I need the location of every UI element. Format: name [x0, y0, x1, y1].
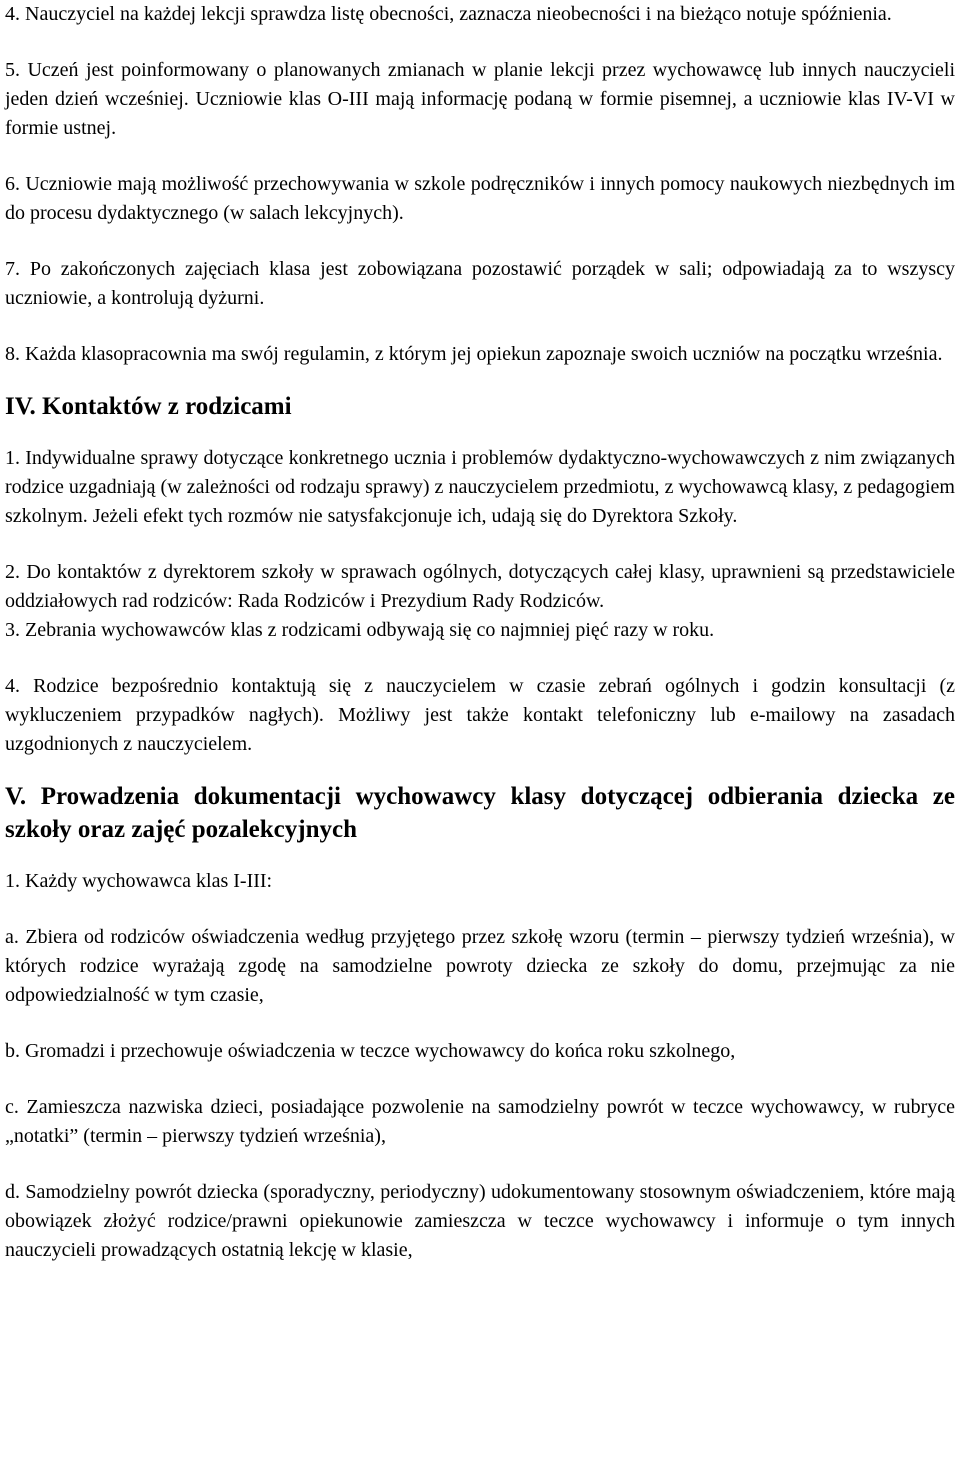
paragraph-s5-d: d. Samodzielny powrót dziecka (sporadyczny, periodyczny) udokumentowany stosownym oświadczeniem, które mają obowiązek złożyć rodzice/prawni opiekunowie zamieszcza w teczce wychowawcy i informuje o tym innych nauczycieli prowadzących ostatnią lekcję w klasie,: [5, 1181, 955, 1261]
paragraph-s5-a: a. Zbiera od rodziców oświadczenia według przyjętego przez szkołę wzoru (termin – pierwszy tydzień września), w których rodzice wyrażają zgodę na samodzielne powroty dziecka ze szkoły do domu, przejmując za nie odpowiedzialność w tym czasie,: [5, 926, 955, 1006]
paragraph-s4-1: 1. Indywidualne sprawy dotyczące konkretnego ucznia i problemów dydaktyczno-wychowawczych z nim związanych rodzice uzgadniają (w zależności od rodzaju sprawy) z nauczycielem przedmiotu, z wychowawcą klasy, z pedagogiem szkolnym. Jeżeli efekt tych rozmów nie satysfakcjonuje ich, udają się do Dyrektora Szkoły.: [5, 447, 955, 527]
paragraph-s3-6: 6. Uczniowie mają możliwość przechowywania w szkole podręczników i innych pomocy naukowych niezbędnych im do procesu dydaktycznego (w salach lekcyjnych).: [5, 173, 955, 224]
paragraph-s3-8: 8. Każda klasopracownia ma swój regulamin, z którym jej opiekun zapoznaje swoich uczniów na początku września.: [5, 343, 943, 365]
paragraph-s5-1: 1. Każdy wychowawca klas I-III:: [5, 870, 273, 892]
paragraph-s4-3: 3. Zebrania wychowawców klas z rodzicami odbywają się co najmniej pięć razy w roku.: [5, 619, 715, 641]
paragraph-s3-4: 4. Nauczyciel na każdej lekcji sprawdza listę obecności, zaznacza nieobecności i na bieżąco notuje spóźnienia.: [5, 3, 892, 25]
paragraph-s3-7: 7. Po zakończonych zajęciach klasa jest zobowiązana pozostawić porządek w sali; odpowiadają za to wszyscy uczniowie, a kontrolują dyżurni.: [5, 258, 955, 309]
paragraph-s5-c: c. Zamieszcza nazwiska dzieci, posiadające pozwolenie na samodzielny powrót w teczce wychowawcy, w rubryce „notatki” (termin – pierwszy tydzień września),: [5, 1096, 955, 1147]
paragraph-s4-4: 4. Rodzice bezpośrednio kontaktują się z nauczycielem w czasie zebrań ogólnych i godzin konsultacji (z wykluczeniem przypadków nagłych). Możliwy jest także kontakt telefoniczny lub e-mailowy na zasadach uzgodnionych z nauczycielem.: [5, 675, 955, 755]
paragraph-s3-5: 5. Uczeń jest poinformowany o planowanych zmianach w planie lekcji przez wychowawcę lub innych nauczycieli jeden dzień wcześniej. Uczniowie klas O-III mają informację podaną w formie pisemnej, a uczniowie klas IV-VI w formie ustnej.: [5, 59, 955, 139]
section-heading-iv: IV. Kontaktów z rodzicami: [5, 393, 292, 420]
paragraph-s5-b: b. Gromadzi i przechowuje oświadczenia w teczce wychowawcy do końca roku szkolnego,: [5, 1040, 736, 1062]
section-heading-v: V. Prowadzenia dokumentacji wychowawcy klasy dotyczącej odbierania dziecka ze szkoły oraz zajęć pozalekcyjnych: [5, 783, 955, 843]
paragraph-s4-2: 2. Do kontaktów z dyrektorem szkoły w sprawach ogólnych, dotyczących całej klasy, uprawnieni są przedstawiciele oddziałowych rad rodziców: Rada Rodziców i Prezydium Rady Rodziców.: [5, 561, 955, 612]
